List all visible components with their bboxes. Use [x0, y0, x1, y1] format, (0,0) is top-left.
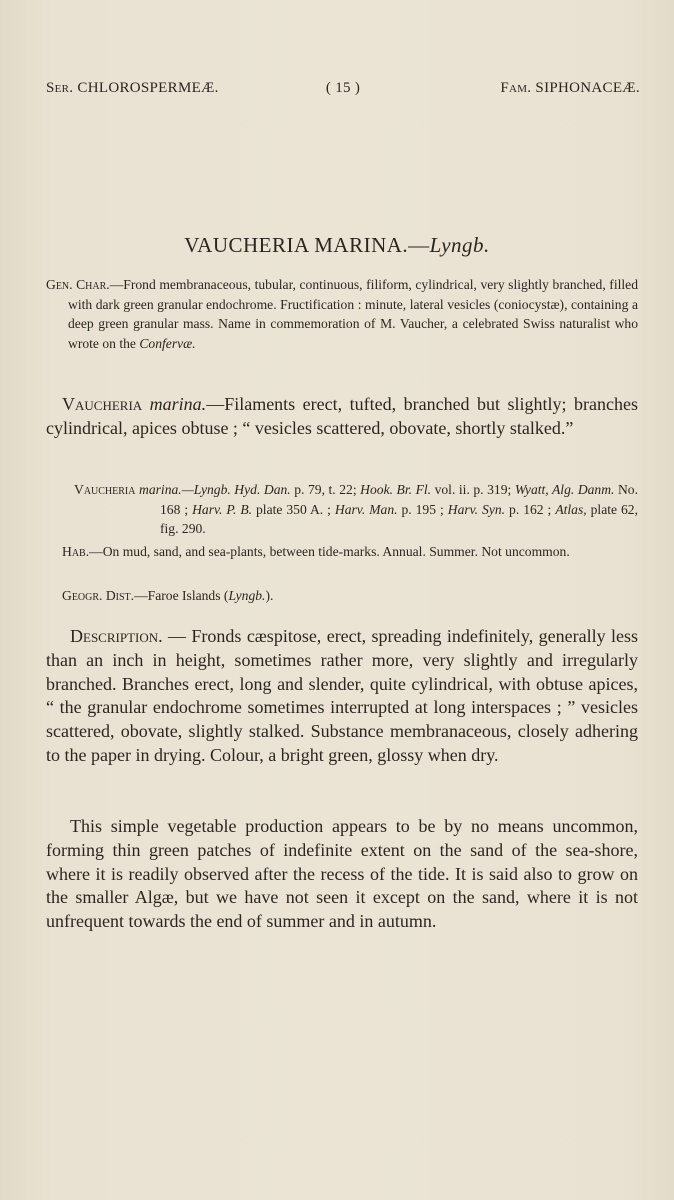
title-authority: Lyngb.	[429, 233, 490, 257]
geographic-distribution: Geogr. Dist.—Faroe Islands (Lyngb.).	[62, 588, 274, 603]
species-diagnosis: Vaucheria marina.—Filaments erect, tufted, branched but slightly; branches cylindrical, apices obtuse ; “ vesicles scattered, obovate, shortly stalked.”	[46, 394, 639, 438]
gen-char-label: Gen. Char.	[46, 277, 110, 292]
description-label: Description.	[70, 626, 163, 646]
header-series: Ser. CHLOROSPERMEÆ.	[46, 80, 219, 96]
generic-character: Gen. Char.—Frond membranaceous, tubular, continuous, filiform, cylindrical, very slightly branched, filled with dark green granular endochrome. Fructification : minute, lateral vesicles (coniocystæ), containing a deep green granular mass. Name in commemoration of M. Vaucher, a celebrated Swiss naturalist who wrote on the Confervæ.	[46, 277, 638, 351]
species-title: VAUCHERIA MARINA.—Lyngb.	[184, 233, 490, 257]
habitat: Hab.—On mud, sand, and sea-plants, between tide-marks. Annual. Summer. Not uncommon.	[62, 544, 570, 559]
running-header	[46, 80, 640, 102]
synonymy: Vaucheria marina.—Lyngb. Hyd. Dan. p. 79, t. 22; Hook. Br. Fl. vol. ii. p. 319; Wyatt, Alg. Danm. No. 168 ; Harv. P. B. plate 350 A. ; Harv. Man. p. 195 ; Harv. Syn. p. 162 ; Atlas, plate 62, fig. 290.	[74, 482, 639, 536]
page-number: ( 15 )	[325, 80, 361, 96]
remarks: This simple vegetable production appears to be by no means uncommon, forming thin green patches of indefinite extent on the sand of the sea-shore, where it is readily observed after the recess of the tide. It is said also to grow on the smaller Algæ, but we have not seen it except on the sand, where it is not unfrequent towards the end of summer and in autumn.	[46, 816, 638, 932]
description: Description. — Fronds cæspitose, erect, spreading indefinitely, generally less than an inch in height, sometimes rather more, very slightly and irregularly branched. Branches erect, long and slender, quite cylindrical, with obtuse apices, “ the granular endochrome sometimes interrupted at long interspaces ; ” vesicles scattered, obovate, slightly stalked. Substance membranaceous, closely adhering to the paper in drying. Colour, a bright green, glossy when dry.	[46, 626, 638, 765]
header-family: Fam. SIPHONACEÆ.	[500, 80, 640, 96]
